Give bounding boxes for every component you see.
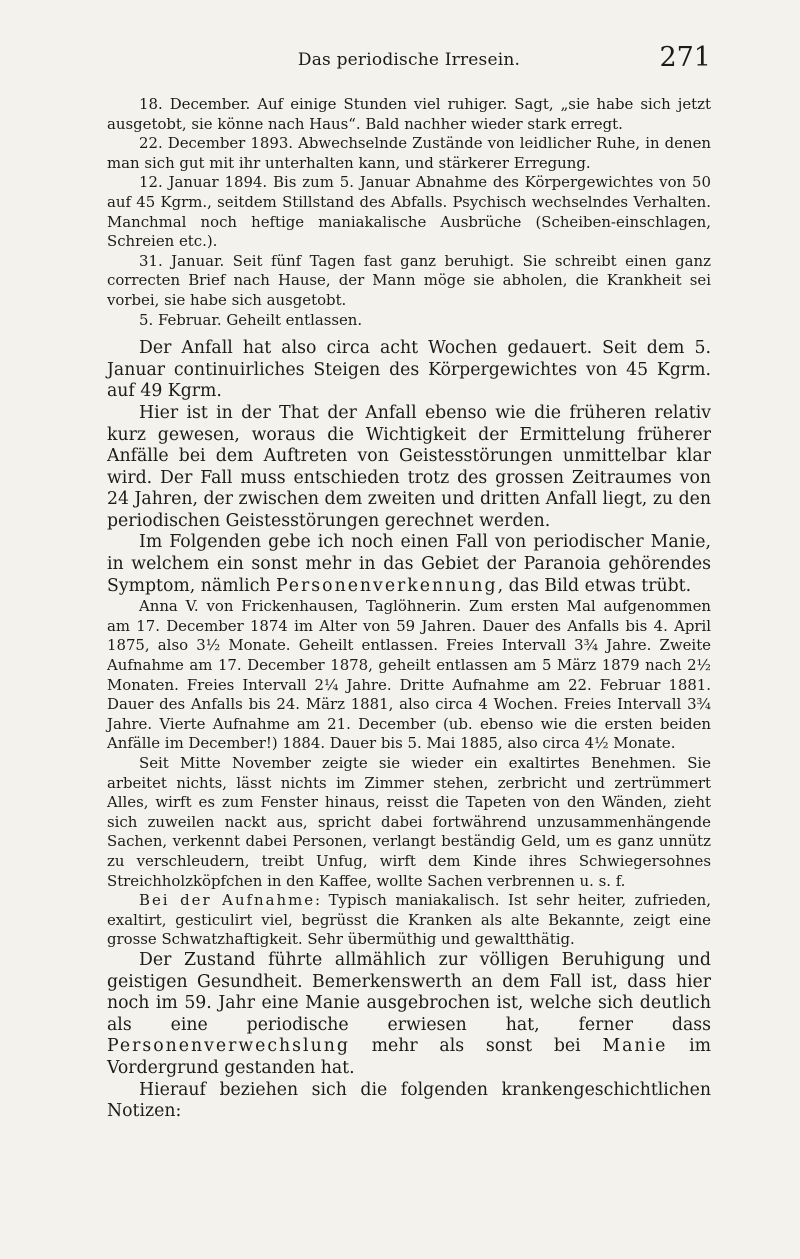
case-note: 31. Januar. Seit fünf Tagen fast ganz beruhigt. Sie schreibt einen ganz correcten Brief nach Hause, der Mann möge sie abholen, die Krankheit sei vorbei, sie habe sich ausgetobt.: [107, 251, 711, 309]
paragraph: Im Folgenden gebe ich noch einen Fall von periodischer Manie, in welchem ein sonst mehr in das Gebiet der Paranoia gehörendes Symptom, nämlich Personenverkennung, das Bild etwas trübt.: [107, 532, 711, 596]
emphasis: Personenverkennung: [275, 575, 498, 596]
paragraph: Hier ist in der That der Anfall ebenso wie die früheren relativ kurz gewesen, woraus die Wichtigkeit der Ermittelung früherer Anfälle bei dem Auftreten von Geistesstörungen unmittelbar klar wird. Der Fall muss entschieden trotz des grossen Zeitraumes von 24 Jahren, der zwischen dem zweiten und dritten Anfall liegt, zu den periodischen Geistesstörungen gerechnet werden.: [107, 402, 711, 531]
conclusion: [107, 950, 711, 1123]
case-report: [107, 597, 711, 950]
case-notes: [107, 95, 711, 330]
emphasis: Personenverwechslung: [107, 1036, 350, 1057]
case-paragraph: Seit Mitte November zeigte sie wieder ein exaltirtes Benehmen. Sie arbeitet nichts, lässt nichts im Zimmer stehen, zerbricht und zertrümmert Alles, wirft es zum Fenster hinaus, reisst die Tapeten von den Wänden, zieht sich zuweilen nackt aus, spricht dabei fortwährend unzusammenhängende Sachen, verkennt dabei Personen, verlangt beständig Geld, um es ganz unnütz zu verschleudern, treibt Unfug, wirft dem Kinde ihres Schwiegersohnes Streichholzköpfchen in den Kaffee, wollte Sachen verbrennen u. s. f.: [107, 754, 711, 890]
paragraph: Der Zustand führte allmählich zur völligen Beruhigung und geistigen Gesundheit. Bemerkenswerth an dem Fall ist, dass hier noch im 59. Jahr eine Manie ausgebrochen ist, welche sich deutlich als eine periodische erwiesen hat, ferner dass Personenverwechslung mehr als sonst bei Manie im Vordergrund gestanden hat.: [107, 949, 711, 1078]
case-paragraph: Anna V. von Frickenhausen, Taglöhnerin. Zum ersten Mal aufgenommen am 17. December 1874 im Alter von 59 Jahren. Dauer des Anfalls bis 4. April 1875, also 3½ Monate. Geheilt entlassen. Freies Intervall 3¾ Jahre. Zweite Aufnahme am 17. December 1878, geheilt entlassen am 5 März 1879 nach 2½ Monaten. Freies Intervall 2¼ Jahre. Dritte Aufnahme am 22. Februar 1881. Dauer des Anfalls bis 24. März 1881, also circa 4 Wochen. Freies Intervall 3¾ Jahre. Vierte Aufnahme am 21. December (ub. ebenso wie die ersten beiden Anfälle im December!) 1884. Dauer bis 5. Mai 1885, also circa 4½ Monate.: [107, 597, 711, 753]
case-note: 22. December 1893. Abwechselnde Zustände von leidlicher Ruhe, in denen man sich gut mit ihr unterhalten kann, und stärkerer Erregung.: [107, 134, 711, 172]
case-note: 5. Februar. Geheilt entlassen.: [139, 310, 363, 329]
running-title: Das periodische Irresein.: [297, 50, 521, 70]
page-header: [107, 42, 711, 76]
page-number: 271: [659, 42, 711, 73]
emphasis: Bei der Aufnahme: [139, 891, 316, 910]
case-paragraph: Bei der Aufnahme: Typisch maniakalisch. Ist sehr heiter, zufrieden, exaltirt, gesticulirt viel, begrüsst die Kranken als alte Bekannte, zeigt eine grosse Schwatzhaftigkeit. Sehr übermüthig und gewaltthätig.: [107, 891, 711, 949]
paragraph: Hierauf beziehen sich die folgenden krankengeschichtlichen Notizen:: [107, 1079, 711, 1122]
case-note: 18. December. Auf einige Stunden viel ruhiger. Sagt, „sie habe sich jetzt ausgetobt, sie könne nach Haus“. Bald nachher wieder stark erregt.: [107, 95, 711, 133]
case-note: 12. Januar 1894. Bis zum 5. Januar Abnahme des Körpergewichtes von 50 auf 45 Kgrm., seitdem Stillstand des Abfalls. Psychisch wechselndes Verhalten. Manchmal noch heftige maniakalische Ausbrüche (Scheiben-einschlagen, Schreien etc.).: [107, 173, 711, 251]
page-body: [107, 95, 711, 1123]
paragraph: Der Anfall hat also circa acht Wochen gedauert. Seit dem 5. Januar continuirliches Steigen des Körpergewichtes von 45 Kgrm. auf 49 Kgrm.: [107, 338, 711, 402]
discussion: [107, 338, 711, 597]
emphasis: Manie: [602, 1036, 668, 1057]
